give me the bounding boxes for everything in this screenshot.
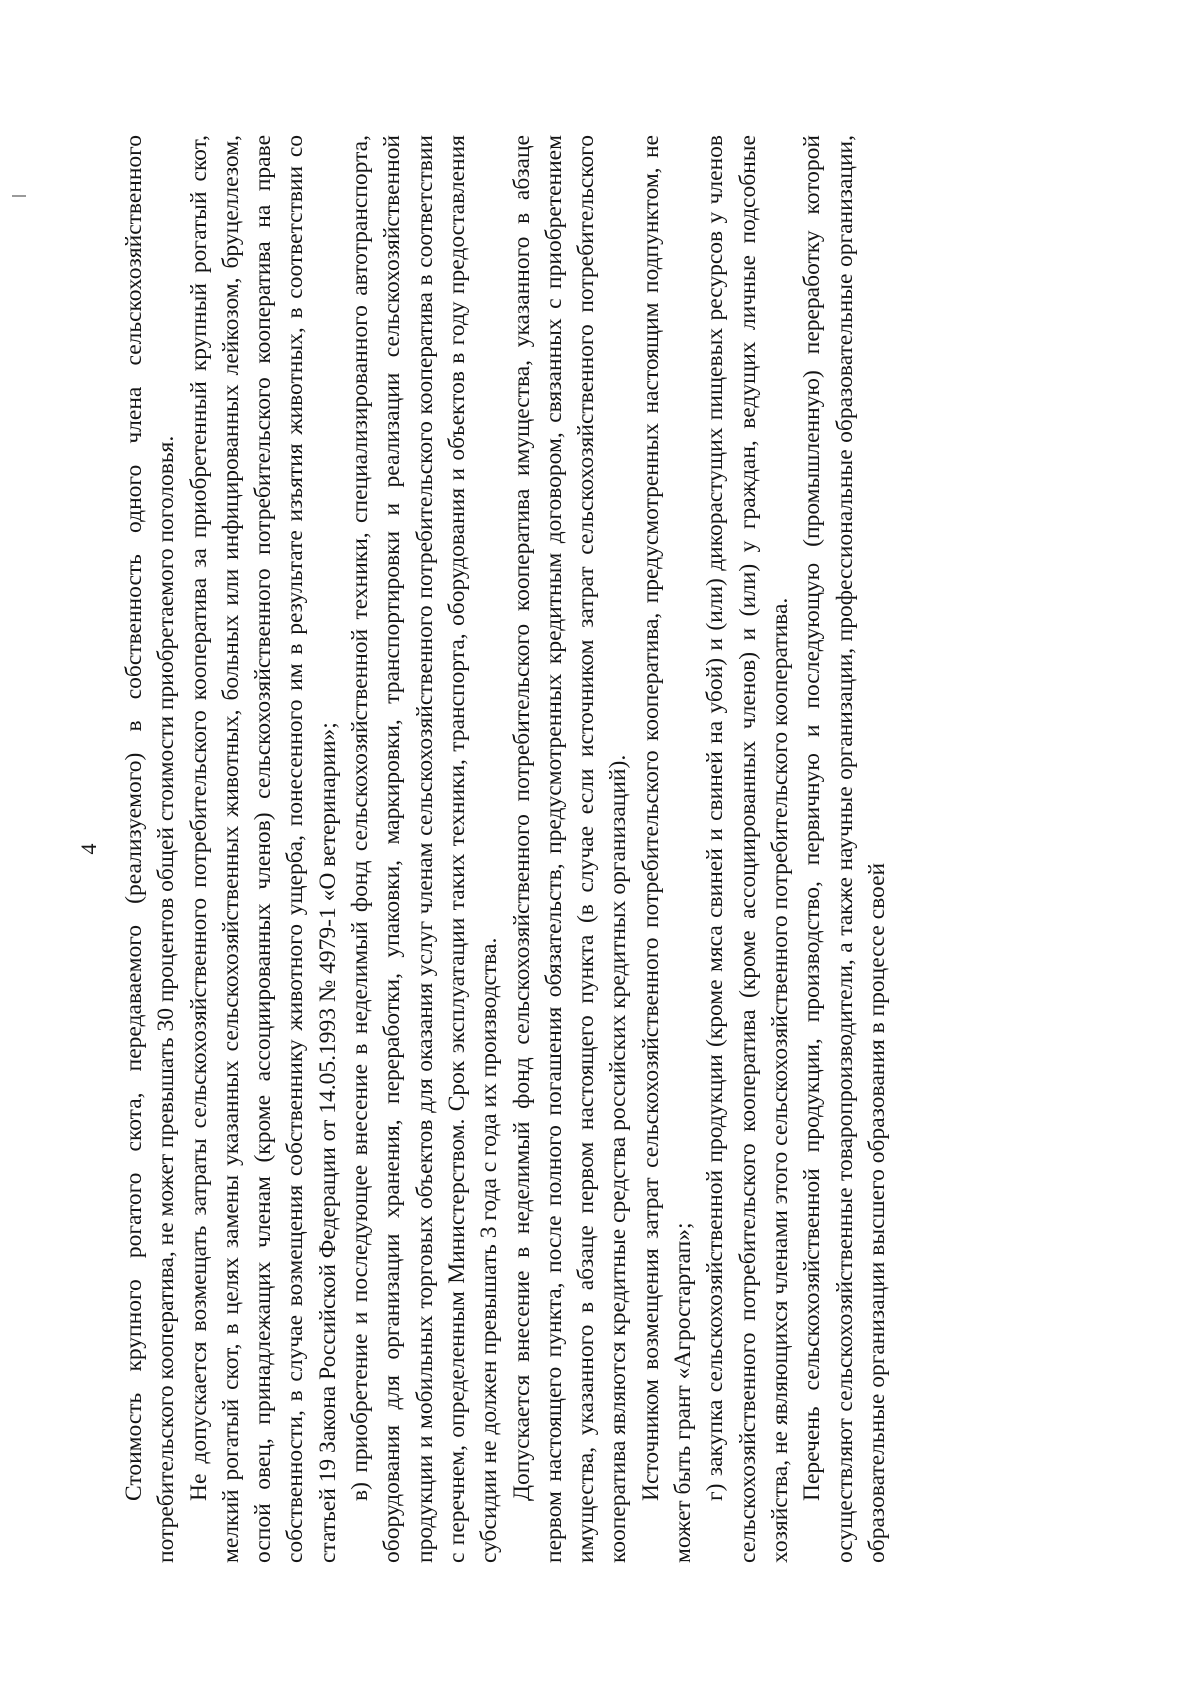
scan-mark	[12, 195, 26, 197]
page-number: 4	[76, 843, 101, 855]
paragraph-item-v: в) приобретение и последующее внесение в неделимый фонд сельскохозяйственной техники, специализированного автотранспорта, оборудования для организации хранения, переработки, упаковки, маркировки, транспортировки и реализации сельскохозяйственной продукции и мобильных торговых объектов для оказания услуг членам сельскохозяйственного потребительского кооператива в соответствии с перечнем, определенным Министерством. Срок эксплуатации таких техники, транспорта, оборудования и объектов в году предоставления субсидии не должен превышать 3 года с года их производства.	[347, 135, 503, 1563]
paragraph-item-g: г) закупка сельскохозяйственной продукции (кроме мяса свиней и свиней на убой) и (или) дикорастущих пищевых ресурсов у членов сельскохозяйственного потребительского кооператива (кроме ассоциированных членов) и (или) у граждан, ведущих личные подсобные хозяйства, не являющихся членами этого сельскохозяйственного потребительского кооператива.	[702, 135, 793, 1563]
body-text	[118, 135, 893, 1563]
paragraph-livestock-cost: Стоимость крупного рогатого скота, передаваемого (реализуемого) в собственность одного члена сельскохозяйственного потребительского кооператива, не может превышать 30 процентов общей стоимости приобретаемого поголовья.	[121, 135, 180, 1563]
paragraph-indivisible-fund: Допускается внесение в неделимый фонд сельскохозяйственного потребительского кооператива имущества, указанного в абзаце первом настоящего пункта, после полного погашения обязательств, предусмотренных кредитным договором, связанных с приобретением имущества, указанного в абзаце первом настоящего пункта (в случае если источником затрат сельскохозяйственного потребительского кооператива являются кредитные средства российских кредитных организаций).	[508, 135, 632, 1563]
paragraph-no-reimbursement: Не допускается возмещать затраты сельскохозяйственного потребительского кооператива за приобретенный крупный рогатый скот, мелкий рогатый скот, в целях замены указанных сельскохозяйственных животных, больных или инфицированных лейкозом, бруцеллезом, оспой овец, принадлежащих членам (кроме ассоциированных членов) сельскохозяйственного потребительского кооператива на праве собственности, в случае возмещения собственнику животного ущерба, понесенного им в результате изъятия животных, в соответствии со статьей 19 Закона Российской Федерации от 14.05.1993 № 4979-1 «О ветеринарии»;	[185, 135, 341, 1563]
paragraph-source-of-reimbursement: Источником возмещения затрат сельскохозяйственного потребительского кооператива, предусмотренных настоящим подпунктом, не может быть грант «Агростартап»;	[637, 135, 697, 1563]
paragraph-product-list: Перечень сельскохозяйственной продукции, производство, первичную и последующую (промышленную) переработку которой осуществляют сельскохозяйственные товаропроизводители, а также научные организации, профессиональные образовательные организации, образовательные организации высшего образования в процессе своей	[799, 135, 890, 1563]
